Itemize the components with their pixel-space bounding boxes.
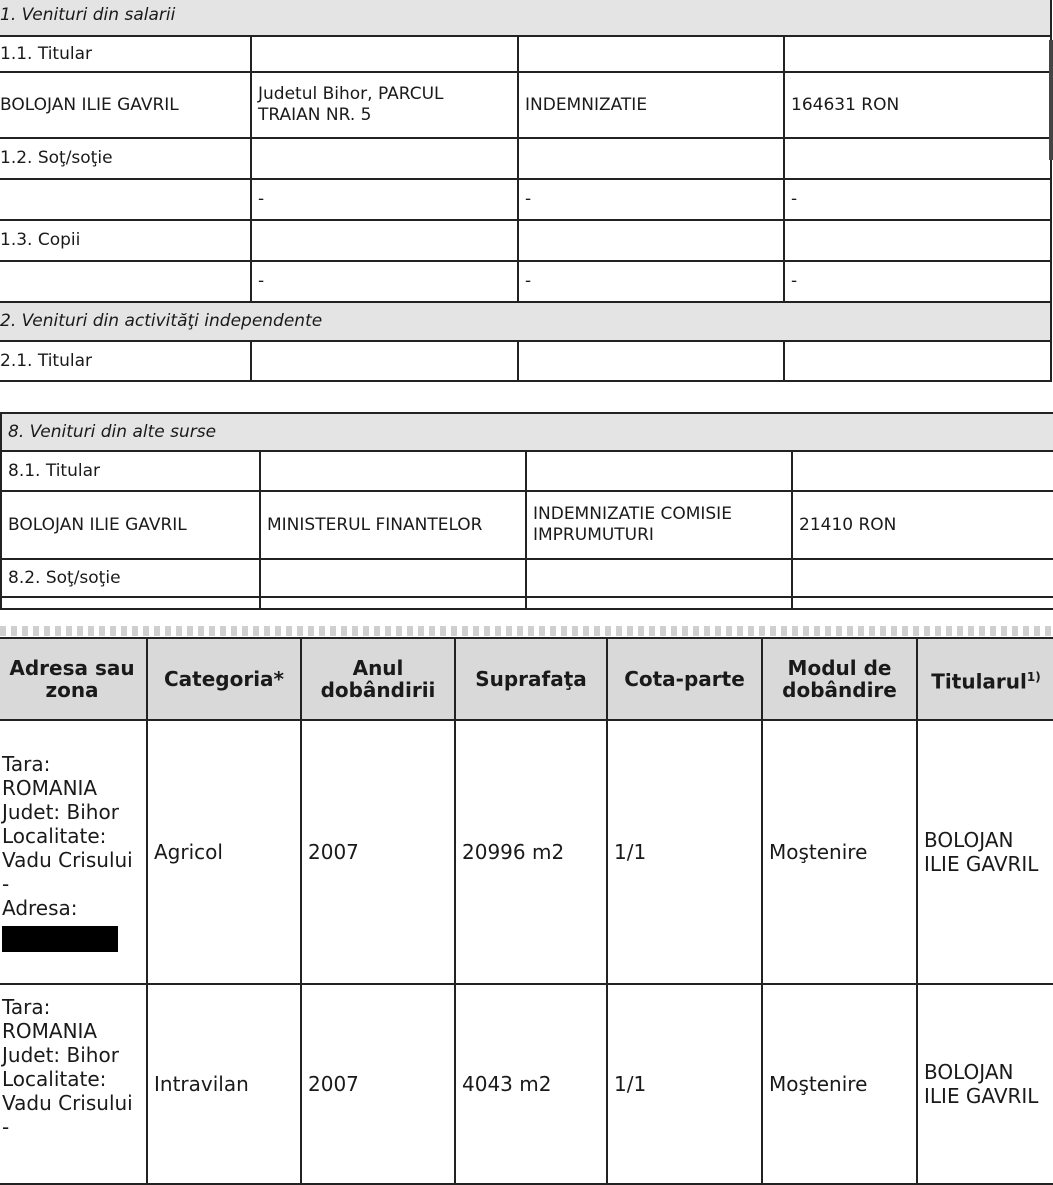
- row-label: 1.2. Soţ/soţie: [0, 138, 251, 179]
- table-row: [1, 451, 1053, 491]
- cell: [518, 341, 784, 381]
- address-line: Judet: Bihor: [2, 1043, 119, 1067]
- income-salaries-fragment: [0, 0, 1052, 382]
- land-table: [0, 637, 1053, 1185]
- share-cell: 1/1: [607, 720, 762, 984]
- header-address: Adresa sau zona: [0, 638, 147, 720]
- address-cell: [0, 720, 147, 984]
- header-category: Categoria*: [147, 638, 301, 720]
- header-area: Suprafaţa: [455, 638, 607, 720]
- cell: [792, 597, 1053, 609]
- table-row: [0, 138, 1051, 179]
- section-header-row: [0, 0, 1051, 36]
- cell: [784, 341, 1051, 381]
- category-cell: Agricol: [147, 720, 301, 984]
- cell: -: [251, 261, 518, 302]
- income-source-address: Judetul Bihor, PARCUL TRAIAN NR. 5: [251, 72, 518, 138]
- cell: [260, 559, 526, 597]
- address-line: Localitate:: [2, 824, 107, 848]
- address-line: Vadu Crisului: [2, 848, 133, 872]
- income-amount: 164631 RON: [784, 72, 1051, 138]
- table-row: [0, 179, 1051, 220]
- table-row: [0, 72, 1051, 138]
- row-label: 2.1. Titular: [0, 341, 251, 381]
- income-service: INDEMNIZATIE: [518, 72, 784, 138]
- address-line: Tara:: [2, 752, 51, 776]
- address-line: Tara:: [2, 995, 51, 1019]
- row-label: 1.1. Titular: [0, 36, 251, 72]
- cell: [260, 597, 526, 609]
- section-title: 2. Venituri din activităţi independente: [0, 302, 1051, 341]
- table-row: [0, 261, 1051, 302]
- table-row: [1, 559, 1053, 597]
- row-label: BOLOJAN ILIE GAVRIL: [0, 72, 251, 138]
- address-line: Judet: Bihor: [2, 800, 119, 824]
- page-edge-mark: [1049, 40, 1053, 160]
- cell: [526, 559, 792, 597]
- header-year: Anul dobândirii: [301, 638, 455, 720]
- table-row: [0, 220, 1051, 261]
- cell: [251, 341, 518, 381]
- cell: -: [251, 179, 518, 220]
- area-cell: 4043 m2: [455, 984, 607, 1184]
- owner-cell: BOLOJAN ILIE GAVRIL: [917, 720, 1053, 984]
- row-label: [0, 261, 251, 302]
- section-header-row: [1, 413, 1053, 451]
- mode-cell: Moştenire: [762, 984, 917, 1184]
- income-source: MINISTERUL FINANTELOR: [260, 491, 526, 559]
- cell: -: [518, 261, 784, 302]
- cell: [518, 138, 784, 179]
- address-cell: [0, 984, 147, 1184]
- cell: [251, 220, 518, 261]
- scan-seam: [0, 626, 1053, 636]
- cell: [792, 451, 1053, 491]
- row-label: [0, 179, 251, 220]
- cell: [251, 36, 518, 72]
- header-share: Cota-parte: [607, 638, 762, 720]
- income-service: INDEMNIZATIE COMISIE IMPRUMUTURI: [526, 491, 792, 559]
- row-label: 1.3. Copii: [0, 220, 251, 261]
- owner-cell: BOLOJAN ILIE GAVRIL: [917, 984, 1053, 1184]
- table-row: [0, 36, 1051, 72]
- cell: [784, 220, 1051, 261]
- address-line: ROMANIA: [2, 1019, 98, 1043]
- header-owner-label: Titularul: [931, 669, 1027, 694]
- table-row: [0, 341, 1051, 381]
- cell: [784, 36, 1051, 72]
- income-salaries-table: [0, 0, 1052, 382]
- address-line: Adresa:: [2, 896, 78, 920]
- table-row: [1, 597, 1053, 609]
- row-label: 8.1. Titular: [1, 451, 260, 491]
- cell: [518, 220, 784, 261]
- address-line: -: [2, 872, 10, 896]
- section-header-row: [0, 302, 1051, 341]
- income-amount: 21410 RON: [792, 491, 1053, 559]
- cell: [792, 559, 1053, 597]
- cell: [518, 36, 784, 72]
- header-row: [0, 638, 1053, 720]
- cell: [526, 597, 792, 609]
- row-label: 8.2. Soţ/soţie: [1, 559, 260, 597]
- header-owner: [917, 638, 1053, 720]
- cell: -: [784, 261, 1051, 302]
- area-cell: 20996 m2: [455, 720, 607, 984]
- redaction-block: [2, 926, 118, 952]
- cell: [260, 451, 526, 491]
- share-cell: 1/1: [607, 984, 762, 1184]
- cell: -: [784, 179, 1051, 220]
- address-line: ROMANIA: [2, 776, 98, 800]
- income-other-table: [0, 412, 1053, 610]
- cell: [526, 451, 792, 491]
- cell: [251, 138, 518, 179]
- table-row: [0, 984, 1053, 1184]
- cell: [1, 597, 260, 609]
- address-line: Vadu Crisului: [2, 1091, 133, 1115]
- row-label: BOLOJAN ILIE GAVRIL: [1, 491, 260, 559]
- table-row: [0, 720, 1053, 984]
- mode-cell: Moştenire: [762, 720, 917, 984]
- category-cell: Intravilan: [147, 984, 301, 1184]
- land-fragment: [0, 637, 1053, 1185]
- year-cell: 2007: [301, 720, 455, 984]
- cell: [784, 138, 1051, 179]
- header-mode: Modul de dobândire: [762, 638, 917, 720]
- footnote-marker: 1): [1026, 669, 1041, 684]
- year-cell: 2007: [301, 984, 455, 1184]
- address-line: Localitate:: [2, 1067, 107, 1091]
- section-title: 1. Venituri din salarii: [0, 0, 1051, 36]
- section-title: 8. Venituri din alte surse: [1, 413, 1053, 451]
- cell: -: [518, 179, 784, 220]
- address-line: -: [2, 1115, 10, 1139]
- income-other-fragment: [0, 412, 1053, 610]
- table-row: [1, 491, 1053, 559]
